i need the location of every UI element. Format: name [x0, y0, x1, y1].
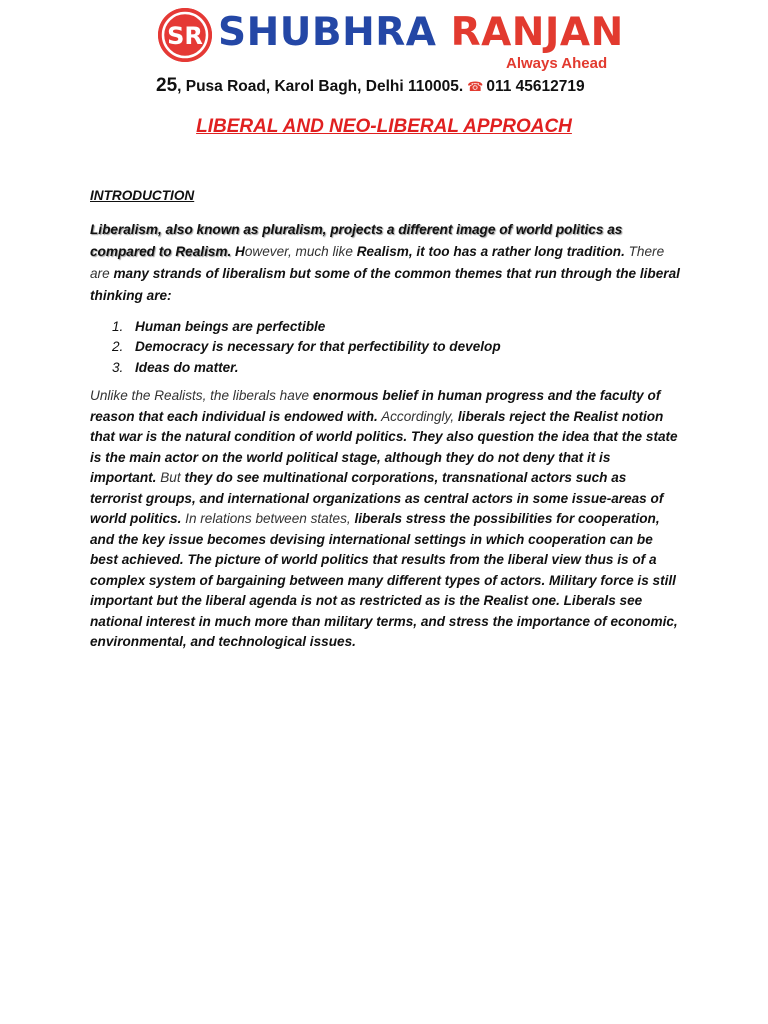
brand-name: [218, 10, 624, 55]
text-run: But: [156, 470, 185, 485]
list-item: [90, 317, 680, 338]
text-run: enormous belief in human progress and the faculty of reason that each individual is endowed with.: [90, 388, 661, 424]
section-heading: INTRODUCTION: [90, 188, 195, 203]
brand-first: SHUBHRA: [218, 10, 437, 55]
brand-logo: [158, 8, 212, 62]
text-run: There are: [90, 243, 665, 281]
text-run: liberals stress the possibilities for cooperation, and the key issue becomes devising international settings in which cooperation can be best achieved. The picture of world politics that results from the liberal view thus is of a complex system of bargaining between many different types of actors. Military force is still important but the liberal agenda is not as restricted as is the Realist one. Liberals see national interest in much more than military terms, and stress the importance of economic, environmental, and technological issues.: [90, 511, 678, 649]
address-line: [156, 75, 585, 97]
letterhead: [0, 0, 768, 100]
list-number: 1.: [112, 318, 124, 334]
text-run: Accordingly,: [377, 408, 458, 424]
text-run: they do see multinational corporations, transnational actors such as terrorist groups, and international organizations as central actors in some issue-areas of world politics.: [90, 470, 664, 526]
address-number: 25: [156, 75, 178, 96]
list-item: [90, 358, 680, 379]
list-text: Democracy is necessary for that perfectibility to develop: [135, 339, 501, 354]
text-run: In relations between states,: [181, 511, 355, 526]
text-run: Realism, it too has a rather long tradition.: [356, 243, 625, 259]
telephone-icon: ☎: [467, 79, 484, 94]
list-number: 3.: [112, 359, 124, 375]
tagline: Always Ahead: [506, 55, 608, 72]
logo-letters: SR: [167, 22, 203, 50]
text-run: many strands of liberalism but some of the common themes that run through the liberal thinking are:: [90, 265, 680, 303]
address-text: , Pusa Road, Karol Bagh, Delhi 110005.: [177, 78, 464, 95]
text-run: Unlike the Realists, the liberals have: [90, 388, 313, 403]
list-text: Human beings are perfectible: [135, 318, 326, 334]
themes-list: [90, 317, 680, 379]
phone-number: 011 45612719: [486, 78, 585, 95]
text-run: Liberalism, also known as pluralism, projects a different image of world politics as compared to Realism.: [90, 221, 623, 259]
document-title: LIBERAL AND NEO-LIBERAL APPROACH: [196, 116, 572, 137]
text-run: H: [231, 243, 245, 259]
text-run: liberals reject the Realist notion that war is the natural condition of world politics. They also question the idea that the state is the main actor on the world political stage, although they do not deny that it is important.: [90, 408, 678, 485]
brand-last: RANJAN: [450, 10, 624, 55]
text-run: owever, much like: [244, 243, 357, 259]
intro-paragraph: [90, 219, 680, 307]
list-number: 2.: [112, 339, 124, 354]
list-text: Ideas do matter.: [135, 359, 239, 375]
body-paragraph: [90, 386, 680, 653]
logo-sr-mark: [158, 8, 212, 62]
list-item: [90, 337, 680, 358]
document-body: [90, 186, 680, 653]
